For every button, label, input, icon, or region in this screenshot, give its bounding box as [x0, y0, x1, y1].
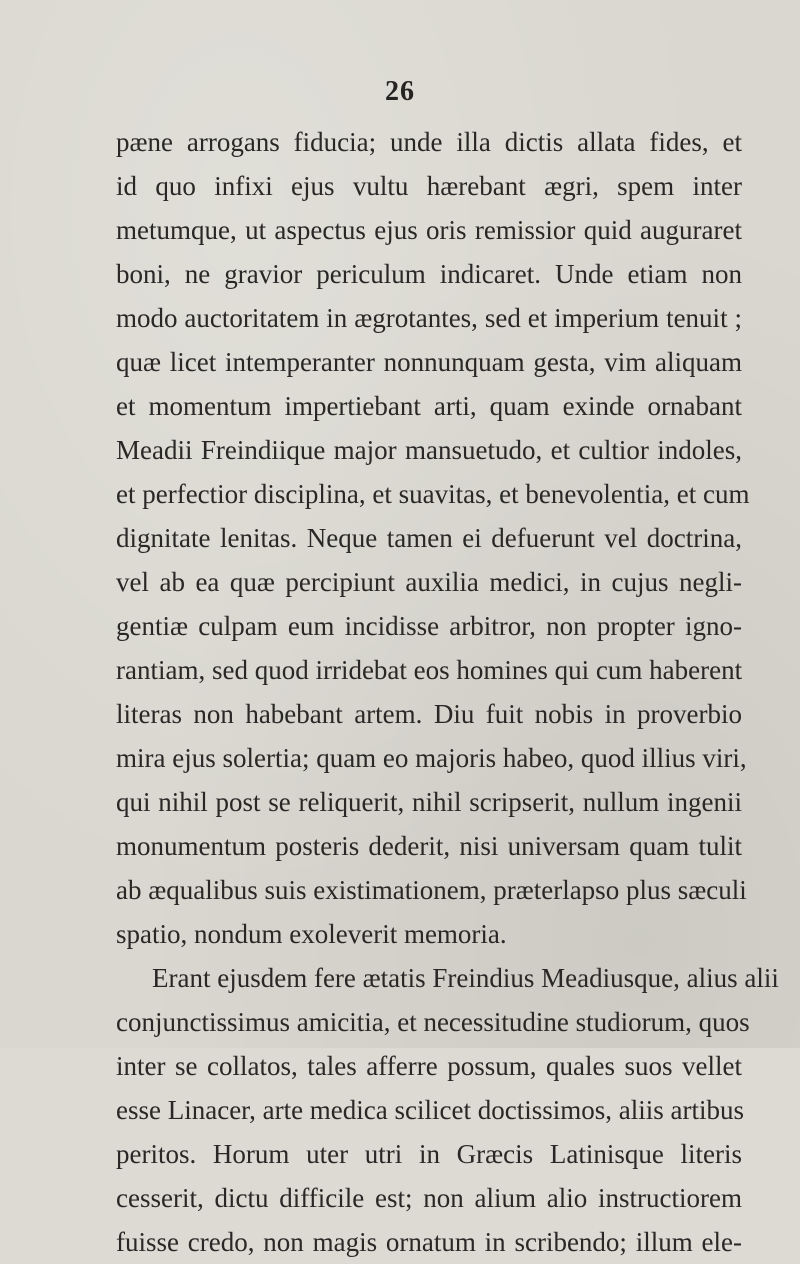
- text-line: boni, ne gravior periculum indicaret. Unde etiam non: [116, 259, 742, 289]
- text-line: monumentum posteris dederit, nisi universam quam tulit: [116, 831, 742, 861]
- text-line: pæne arrogans fiducia; unde illa dictis allata fides, et: [116, 127, 742, 157]
- text-line: Meadii Freindiique major mansuetudo, et cultior indoles,: [116, 435, 742, 465]
- text-line: metumque, ut aspectus ejus oris remissior quid auguraret: [116, 215, 742, 245]
- text-line: esse Linacer, arte medica scilicet doctissimos, aliis artibus: [116, 1095, 744, 1125]
- page-number: 26: [385, 76, 415, 107]
- body-text: [116, 120, 779, 1264]
- text-line: literas non habebant artem. Diu fuit nobis in proverbio: [116, 699, 742, 729]
- text-line: modo auctoritatem in ægrotantes, sed et imperium tenuit ;: [116, 303, 742, 333]
- text-line: inter se collatos, tales afferre possum, quales suos vellet: [116, 1051, 742, 1081]
- text-line: et momentum impertiebant arti, quam exinde ornabant: [116, 391, 742, 421]
- text-line: id quo infixi ejus vultu hærebant ægri, spem inter: [116, 171, 742, 201]
- paragraph-start-line: Erant ejusdem fere ætatis Freindius Meadiusque, alius alii: [152, 963, 779, 993]
- text-line: cesserit, dictu difficile est; non alium alio instructiorem: [116, 1183, 742, 1213]
- text-line: peritos. Horum uter utri in Græcis Latinisque literis: [116, 1139, 742, 1169]
- paragraph-end-line: spatio, nondum exoleverit memoria.: [116, 919, 507, 949]
- text-line: dignitate lenitas. Neque tamen ei defuerunt vel doctrina,: [116, 523, 742, 553]
- text-line: mira ejus solertia; quam eo majoris habeo, quod illius viri,: [116, 743, 747, 773]
- text-line: conjunctissimus amicitia, et necessitudine studiorum, quos: [116, 1007, 750, 1037]
- text-line: fuisse credo, non magis ornatum in scribendo; illum ele-: [116, 1227, 742, 1257]
- text-line: qui nihil post se reliquerit, nihil scripserit, nullum ingenii: [116, 787, 742, 817]
- text-line: gentiæ culpam eum incidisse arbitror, non propter igno-: [116, 611, 742, 641]
- text-line: quæ licet intemperanter nonnunquam gesta, vim aliquam: [116, 347, 742, 377]
- text-line: et perfectior disciplina, et suavitas, et benevolentia, et cum: [116, 479, 750, 509]
- text-line: rantiam, sed quod irridebat eos homines qui cum haberent: [116, 655, 743, 685]
- text-line: vel ab ea quæ percipiunt auxilia medici, in cujus negli-: [116, 567, 742, 597]
- text-line: ab æqualibus suis existimationem, præterlapso plus sæculi: [116, 875, 747, 905]
